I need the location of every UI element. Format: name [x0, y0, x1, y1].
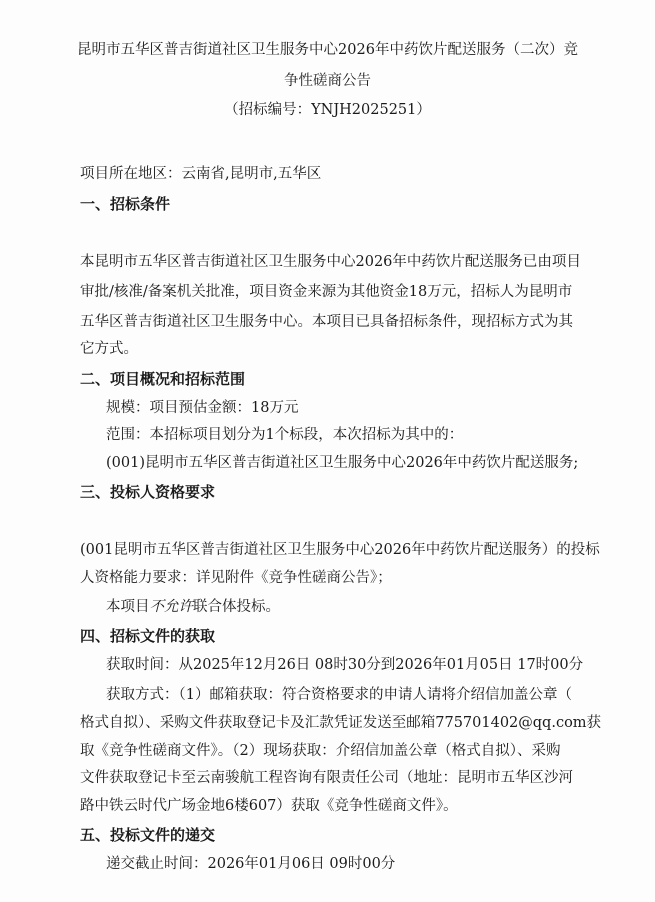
project-scope: 范围：本招标项目划分为1个标段，本次招标为其中的：	[106, 427, 464, 443]
section-1-heading: 一、招标条件	[80, 195, 171, 213]
bid-number: （招标编号：YNJH2025251）	[224, 102, 431, 118]
section-1-line-3: 五华区普吉街道社区卫生服务中心。本项目已具备招标条件，现招标方式为其	[80, 314, 573, 330]
submission-deadline: 递交截止时间：2026年01月06日 09时00分	[106, 856, 396, 872]
consortium-emphasis: 不允许	[149, 599, 193, 615]
lot-item: (001)昆明市五华区普吉街道社区卫生服务中心2026年中药饮片配送服务;	[106, 455, 579, 471]
project-scale: 规模：项目预估金额：18万元	[106, 400, 299, 416]
qualification-line-2: 人资格能力要求：详见附件《竞争性磋商公告》；	[80, 570, 392, 586]
section-5-heading: 五、投标文件的递交	[80, 826, 216, 844]
acquisition-method-line-2: 格式自拟）、采购文件获取登记卡及汇款凭证发送至邮箱775701402@qq.com获	[80, 715, 602, 731]
section-3-heading: 三、投标人资格要求	[80, 483, 216, 501]
acquisition-method-line-3: 取《竞争性磋商文件》。（2）现场获取：介绍信加盖公章（格式自拟）、采购	[80, 743, 561, 759]
section-1-line-1: 本昆明市五华区普吉街道社区卫生服务中心2026年中药饮片配送服务已由项目	[80, 254, 581, 270]
acquisition-time: 获取时间：从2025年12月26日 08时30分到2026年01月05日 17时00分	[106, 657, 584, 673]
section-1-line-2: 审批/核准/备案机关批准，项目资金来源为其他资金18万元，招标人为昆明市	[80, 284, 573, 300]
qualification-line-1: (001昆明市五华区普吉街道社区卫生服务中心2026年中药饮片配送服务）的投标	[80, 542, 600, 558]
acquisition-method-line-4: 文件获取登记卡至云南骏航工程咨询有限责任公司（地址：昆明市五华区沙河	[80, 770, 573, 786]
section-1-line-4: 它方式。	[80, 341, 138, 357]
section-2-heading: 二、项目概况和招标范围	[80, 370, 246, 388]
consortium-prefix: 本项目	[106, 599, 150, 615]
title-line-1: 昆明市五华区普吉街道社区卫生服务中心2026年中药饮片配送服务（二次）竞	[77, 42, 578, 58]
acquisition-method-line-1: 获取方式：（1）邮箱获取：符合资格要求的申请人请将介绍信加盖公章（	[106, 687, 572, 703]
project-location: 项目所在地区：云南省,昆明市,五华区	[80, 166, 322, 182]
consortium-suffix: 联合体投标。	[193, 599, 280, 615]
title-line-2: 争性磋商公告	[284, 73, 371, 89]
section-4-heading: 四、招标文件的获取	[80, 627, 216, 645]
consortium-policy	[106, 597, 280, 617]
acquisition-method-line-5: 路中铁云时代广场金地6楼607）获取《竞争性磋商文件》。	[80, 798, 458, 814]
